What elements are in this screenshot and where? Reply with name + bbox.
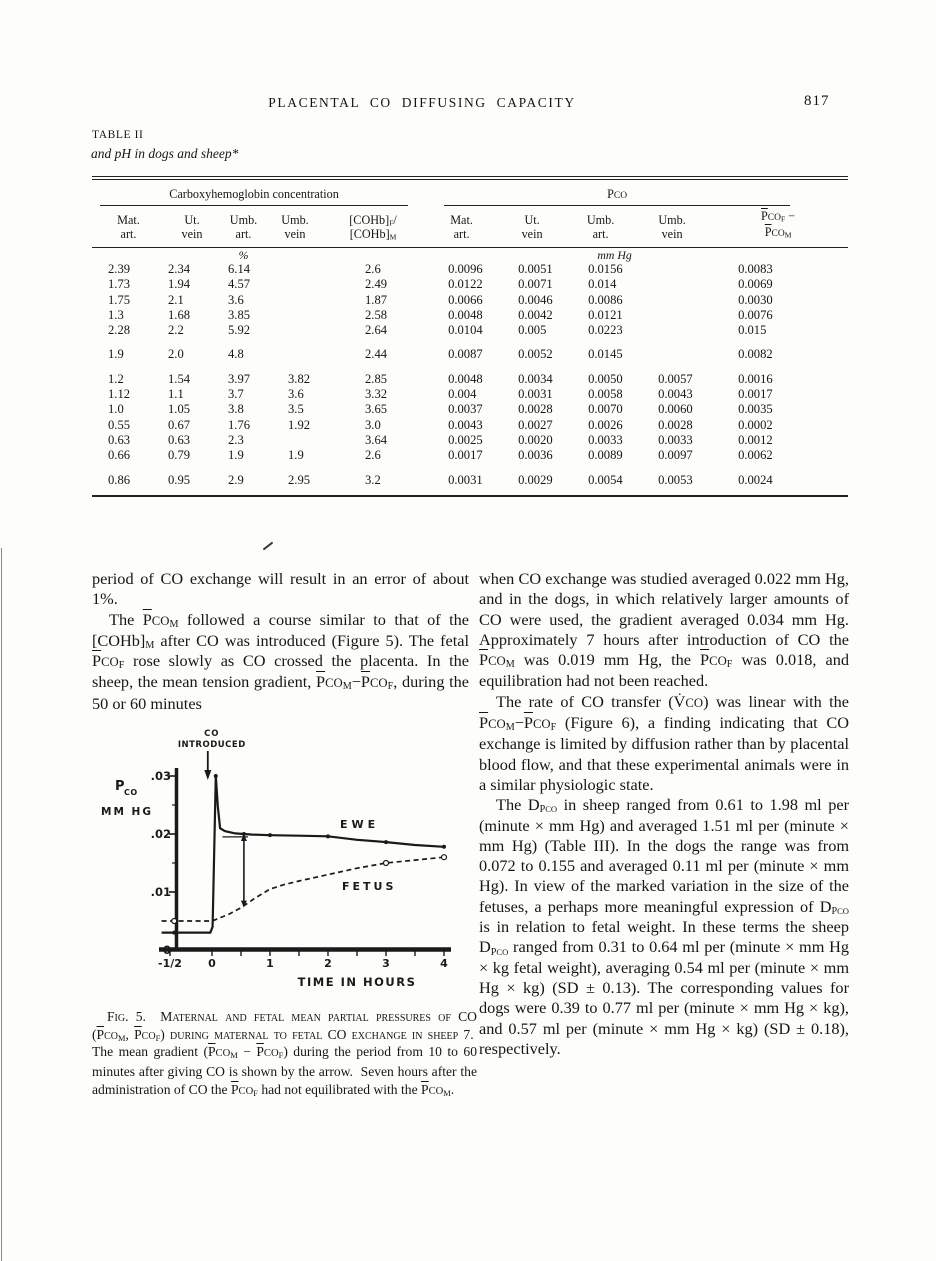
table-cell: 0.63 <box>108 432 131 447</box>
table-cell: 2.9 <box>228 472 244 487</box>
table-group-row <box>92 178 848 206</box>
table-cell: 1.1 <box>168 387 184 402</box>
y-tick-label: .01 <box>150 885 171 899</box>
annotation-introduced: INTRODUCED <box>177 740 246 750</box>
table-cell: 1.05 <box>168 402 191 417</box>
data-point-ewe <box>214 774 218 778</box>
table-cell: 0.0145 <box>588 347 623 362</box>
unit-cell <box>322 248 424 263</box>
data-point-fetus <box>172 919 177 924</box>
column-header: Umb. vein <box>268 206 322 248</box>
column-header: $\overline{P}CO_F$ − $\overline{P}CO_M$ <box>708 206 848 248</box>
paragraph: when CO exchange was studied averaged 0.022 mm Hg, and in the dogs, in which relatively larger amounts of CO were used, the gradient averaged 0.034 mm Hg. Approximately 7 hours after introduction of CO the $\overline{P}CO_M$ was 0.019 mm Hg, the $\overline{P}CO_F$ was 0.018, and equilibration had not been reached. <box>479 569 849 691</box>
table-row <box>92 372 848 387</box>
table-row <box>92 323 848 338</box>
table-cell: 0.0051 <box>518 262 553 276</box>
table-cell: 0.0057 <box>658 371 693 386</box>
table-cell: 0.0046 <box>518 292 553 307</box>
data-table <box>92 176 848 497</box>
x-tick-label: 3 <box>382 957 390 970</box>
table-cell: 1.68 <box>168 307 191 322</box>
column-header: Umb. art. <box>565 206 636 248</box>
table-cell <box>268 277 322 292</box>
table-cell: 4.8 <box>228 347 244 362</box>
x-tick-label: 2 <box>324 957 332 970</box>
table-cell: 2.6 <box>365 448 381 463</box>
data-point-ewe <box>384 840 388 844</box>
unit-cell: mm Hg <box>597 247 632 262</box>
table-cell: 0.0028 <box>518 402 553 417</box>
table-cell: 0.0156 <box>588 262 623 276</box>
table-cell: 1.76 <box>228 417 251 432</box>
table-cell: 2.28 <box>108 323 131 338</box>
table-head <box>92 178 848 248</box>
table-row <box>92 448 848 463</box>
table-row <box>92 387 848 402</box>
data-point-fetus <box>442 855 447 860</box>
table-cell: 0.0012 <box>738 432 773 447</box>
table-cell: 0.0070 <box>588 402 623 417</box>
table-cell: 1.2 <box>108 371 124 386</box>
unit-cell <box>424 248 499 263</box>
table-cell: 2.49 <box>365 277 388 292</box>
series-line-fetus <box>162 857 444 921</box>
table-cell: 0.0030 <box>738 292 773 307</box>
table-cell: 1.54 <box>168 371 191 386</box>
table-row <box>92 402 848 417</box>
table-cell: 0.0034 <box>518 371 553 386</box>
table-cell: 2.34 <box>168 262 191 276</box>
row-group-gap <box>92 464 848 473</box>
table-cell: 0.0060 <box>658 402 693 417</box>
table-cell: 2.1 <box>168 292 184 307</box>
table-cell: 0.0026 <box>588 417 623 432</box>
table-cell: 0.0121 <box>588 307 623 322</box>
column-header: Umb. vein <box>636 206 708 248</box>
table-cell: 0.0052 <box>518 347 553 362</box>
table-cell: 0.0043 <box>658 387 693 402</box>
x-tick-label: -1/2 <box>158 957 182 970</box>
table-cell: 3.65 <box>365 402 388 417</box>
table-row <box>92 473 848 496</box>
x-tick-label: 1 <box>266 957 274 970</box>
table-cell: 2.95 <box>288 472 311 487</box>
data-point-fetus <box>384 861 389 866</box>
table-cell: 0.0017 <box>448 448 483 463</box>
table-row <box>92 308 848 323</box>
table-cell <box>636 262 708 277</box>
row-group-gap <box>92 338 848 347</box>
y-tick-label: .02 <box>150 827 171 841</box>
unit-cell <box>92 248 165 263</box>
table-row <box>92 347 848 362</box>
data-point-ewe <box>172 931 176 935</box>
table-cell: 3.97 <box>228 371 251 386</box>
table-cell: 1.12 <box>108 387 131 402</box>
table-cell: 0.0050 <box>588 371 623 386</box>
table-cell <box>636 323 708 338</box>
table-cell: 3.5 <box>288 402 304 417</box>
table-cell: 1.75 <box>108 292 131 307</box>
table-cell <box>636 308 708 323</box>
table-cell <box>268 323 322 338</box>
table-cell: 0.0086 <box>588 292 623 307</box>
series-label-ewe: EWE <box>340 818 380 831</box>
table-cell: 3.85 <box>228 307 251 322</box>
table-cell: 1.3 <box>108 307 124 322</box>
table-cell: 0.95 <box>168 472 191 487</box>
y-tick-label: .03 <box>150 769 171 783</box>
table-cell: 3.6 <box>288 387 304 402</box>
table-cell: 3.32 <box>365 387 388 402</box>
paragraph: The rate of CO transfer (V̇CO) was linear with the $\overline{P}CO_M-\overline{P}CO_F$ (Figure 6), a finding indicating that CO exchange is limited by diffusion rather than by placental blood flow, and that these experimental animals were in a similar physiologic state. <box>479 691 850 794</box>
left-column <box>92 569 469 714</box>
table-cell: 0.0089 <box>588 448 623 463</box>
table-cell: 2.6 <box>365 262 381 276</box>
table-cell: 0.0083 <box>738 262 773 276</box>
column-header: Ut. vein <box>165 206 219 248</box>
figure-chart <box>95 718 475 1010</box>
table-cell: 2.39 <box>108 262 131 276</box>
table-cell: 0.0053 <box>658 472 693 487</box>
y-axis-title-sub: CO <box>124 788 138 797</box>
figure-caption <box>92 1008 477 1101</box>
running-head: PLACENTAL CO DIFFUSING CAPACITY <box>268 95 576 110</box>
column-header: Mat. art. <box>92 206 165 248</box>
data-point-ewe <box>326 834 330 838</box>
table-cell: 0.0087 <box>448 347 483 362</box>
table-cell: 0.0035 <box>738 402 773 417</box>
table-cell: 1.92 <box>288 417 311 432</box>
right-column <box>479 569 849 1059</box>
series-line-ewe <box>162 776 444 933</box>
table-cell: 2.58 <box>365 307 388 322</box>
unit-cell: % <box>238 247 249 262</box>
table-cell: 0.0025 <box>448 432 483 447</box>
unit-row <box>92 248 848 263</box>
table-cell <box>268 262 322 277</box>
table-cell: 0.0036 <box>518 448 553 463</box>
table-cell: 0.0066 <box>448 292 483 307</box>
table-cell: 0.79 <box>168 448 191 463</box>
table-cell <box>268 293 322 308</box>
table-body <box>92 248 848 496</box>
table-row <box>92 262 848 277</box>
table-cell: 1.9 <box>288 448 304 463</box>
table-header-row <box>92 206 848 248</box>
table-cell: 0.0082 <box>738 347 773 362</box>
table-cell: 4.57 <box>228 277 251 292</box>
table-cell: 0.014 <box>588 277 617 292</box>
table-cell: 3.2 <box>365 472 381 487</box>
y-axis-units: MM HG <box>101 806 153 818</box>
column-header: Mat. art. <box>424 206 499 248</box>
table-cell: 0.0002 <box>738 417 773 432</box>
table-cell <box>268 433 322 448</box>
table-cell: 1.9 <box>108 347 124 362</box>
scan-edge-line <box>1 548 2 1261</box>
unit-cell <box>499 248 565 263</box>
table-cell <box>268 308 322 323</box>
table-cell: 3.0 <box>365 417 381 432</box>
table-cell: 0.0020 <box>518 432 553 447</box>
table-label: TABLE II <box>92 129 144 141</box>
table-cell: 0.0028 <box>658 417 693 432</box>
table-cell: 0.0058 <box>588 387 623 402</box>
table-row <box>92 418 848 433</box>
table-cell: 3.8 <box>228 402 244 417</box>
table-cell: 0.0027 <box>518 417 553 432</box>
unit-cell <box>708 248 848 263</box>
stray-mark <box>263 542 274 551</box>
series-label-fetus: FETUS <box>342 880 397 893</box>
table-cell: 2.85 <box>365 371 388 386</box>
page-number: 817 <box>804 93 830 109</box>
table-cell: 0.0024 <box>738 472 773 487</box>
table-cell: 6.14 <box>228 262 251 276</box>
table-cell: 3.82 <box>288 371 311 386</box>
table-cell: 0.0031 <box>448 472 483 487</box>
table-cell: 0.0097 <box>658 448 693 463</box>
table-caption: and pH in dogs and sheep* <box>91 146 239 161</box>
data-point-ewe <box>268 833 272 837</box>
table-cell: 0.0031 <box>518 387 553 402</box>
table-cell: 3.7 <box>228 387 244 402</box>
table-cell <box>636 277 708 292</box>
data-point-ewe <box>442 845 446 849</box>
table-cell: 0.0069 <box>738 277 773 292</box>
paragraph: The $\overline{P}CO_M$ followed a course similar to that of the $[COHb]_M$ after CO was introduced (Figure 5). The fetal $\overline{P}CO_F$ rose slowly as CO crossed the placenta. In the sheep, the mean tension gradient, $\overline{P}CO_M-\overline{P}CO_F$, during the 50 or 60 minutes <box>92 609 470 713</box>
table-cell <box>268 347 322 362</box>
table-cell: 3.6 <box>228 292 244 307</box>
row-group-gap <box>92 363 848 372</box>
table-cell: 2.3 <box>228 432 244 447</box>
table-cell: 0.004 <box>448 387 477 402</box>
table-cell: 0.005 <box>518 323 547 338</box>
table-cell: 0.0096 <box>448 262 483 276</box>
table-cell: 1.94 <box>168 277 191 292</box>
table-cell <box>636 347 708 362</box>
table-cell: 0.0017 <box>738 387 773 402</box>
paragraph: The $D_{PCO}$ in sheep ranged from 0.61 to 1.98 ml per (minute × mm Hg) and averaged 1.51 ml per (minute × mm Hg) (Table III). In the dogs the range was from 0.072 to 0.155 and averaged 0.11 ml per (minute × mm Hg). In view of the marked variation in the size of the fetuses, a perhaps more meaningful expression of $D_{PCO}$ is in relation to fetal weight. In these terms the sheep $D_{PCO}$ ranged from 0.31 to 0.64 ml per (minute × mm Hg × kg fetal weight), averaging 0.54 ml per (minute × mm Hg × kg) (SD ± 0.13). The corresponding values for dogs were 0.39 to 0.77 ml per (minute × mm Hg × kg), and 0.57 ml per (minute × mm Hg × kg) (SD ± 0.18), respectively. <box>479 795 849 1058</box>
unit-cell <box>268 248 322 263</box>
table-cell: 1.87 <box>365 292 388 307</box>
table-cell: 0.0048 <box>448 307 483 322</box>
paragraph: period of CO exchange will result in an error of about 1%. <box>92 569 469 609</box>
table-cell: 0.66 <box>108 448 131 463</box>
table-cell: 0.0042 <box>518 307 553 322</box>
table-cell: 0.0122 <box>448 277 483 292</box>
table-row <box>92 277 848 292</box>
table-cell: 3.64 <box>365 432 388 447</box>
co-arrow-head <box>204 770 211 780</box>
table-cell: 0.0037 <box>448 402 483 417</box>
y-tick-label: 0 <box>162 943 171 957</box>
table-cell: 2.2 <box>168 323 184 338</box>
table-cell: 0.0054 <box>588 472 623 487</box>
table-cell: 0.0076 <box>738 307 773 322</box>
table-cell: 5.92 <box>228 323 251 338</box>
column-header: Umb. art. <box>219 206 268 248</box>
table-cell: 0.0016 <box>738 371 773 386</box>
x-axis-title: TIME IN HOURS <box>297 975 417 989</box>
unit-cell <box>636 248 708 263</box>
table-row <box>92 433 848 448</box>
figure-caption-text: Fig. 5. Maternal and fetal mean partial pressures of CO ($\overline{P}co_M$, $\overline{P}co_F$) during maternal to fetal CO exchange in sheep 7. The mean gradient $(\overline{P}CO_M - \overline{P}CO_F)$ during the period from 10 to 60 minutes after giving CO is shown by the arrow. Seven hours after the administration of CO the $\overline{P}CO_F$ had not equilibrated with the $\overline{P}CO_M$. <box>92 1009 478 1098</box>
column-group-header: PCO <box>424 178 848 206</box>
column-header: $[COHb]_F/$ $[COHb]_M$ <box>322 206 424 248</box>
annotation-co: CO <box>204 729 220 739</box>
table-cell: 1.0 <box>108 402 124 417</box>
table-cell: 1.9 <box>228 448 244 463</box>
table-cell: 0.0048 <box>448 371 483 386</box>
table-cell <box>636 293 708 308</box>
x-tick-label: 0 <box>208 957 216 970</box>
table-cell: 2.0 <box>168 347 184 362</box>
table-cell: 2.64 <box>365 323 388 338</box>
table-cell: 0.0223 <box>588 323 623 338</box>
y-axis-title: P <box>115 779 125 794</box>
table-cell: 0.55 <box>108 417 131 432</box>
table-cell: 0.015 <box>738 323 767 338</box>
table-cell: 0.86 <box>108 472 131 487</box>
table-cell: 0.0033 <box>658 432 693 447</box>
x-tick-label: 4 <box>440 957 448 970</box>
column-group-header: Carboxyhemoglobin concentration <box>92 178 424 206</box>
table-cell: 2.44 <box>365 347 388 362</box>
table-cell: 0.0029 <box>518 472 553 487</box>
table-cell: 0.0062 <box>738 448 773 463</box>
table-cell: 0.0033 <box>588 432 623 447</box>
unit-cell <box>165 248 219 263</box>
table-cell: 0.0043 <box>448 417 483 432</box>
table-cell: 0.0071 <box>518 277 553 292</box>
table-cell: 0.63 <box>168 432 191 447</box>
table-row <box>92 293 848 308</box>
table-cell: 0.67 <box>168 417 191 432</box>
table-cell: 0.0104 <box>448 323 483 338</box>
column-header: Ut. vein <box>499 206 565 248</box>
table-cell: 1.73 <box>108 277 131 292</box>
